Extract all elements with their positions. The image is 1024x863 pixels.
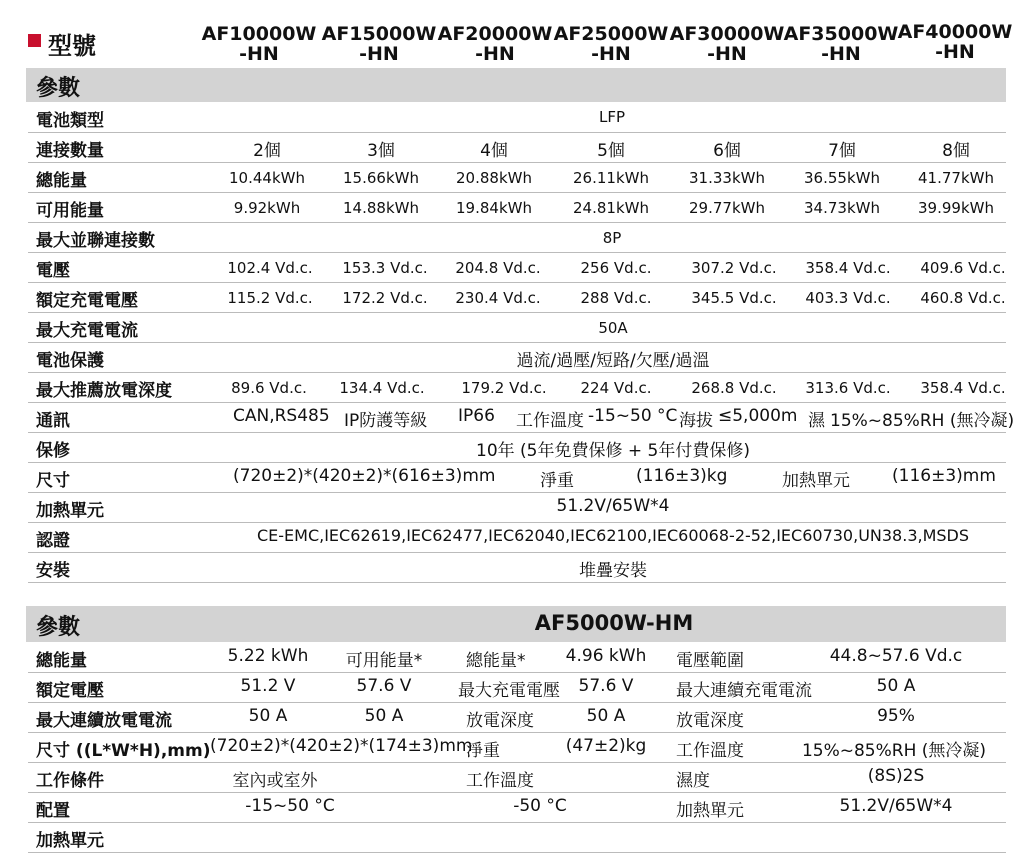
cell: 19.84kWh: [456, 199, 532, 217]
cell: 2個: [253, 141, 281, 161]
header-bullet: [28, 34, 41, 47]
cell: 307.2 Vd.c.: [691, 259, 777, 277]
cell: 313.6 Vd.c.: [805, 379, 891, 397]
cell: 24.81kWh: [573, 199, 649, 217]
row-label: 額定充電電壓: [36, 291, 138, 311]
row-label: 配置: [36, 801, 70, 821]
row-label: 總能量: [36, 171, 87, 191]
cell: 放電深度: [676, 711, 744, 731]
heating-unit-size: (116±3)mm: [892, 466, 996, 486]
cell: 230.4 Vd.c.: [455, 289, 541, 307]
cell: 最大充電電壓: [458, 681, 560, 701]
cell: 204.8 Vd.c.: [455, 259, 541, 277]
cell: 工作溫度: [466, 771, 534, 791]
cell: 室內或室外: [232, 771, 318, 791]
row-label: 最大並聯連接數: [36, 231, 155, 251]
cell: 358.4 Vd.c.: [805, 259, 891, 277]
cell: 179.2 Vd.c.: [461, 379, 547, 397]
cell: 409.6 Vd.c.: [920, 259, 1006, 277]
cell: 224 Vd.c.: [580, 379, 652, 397]
cell: 288 Vd.c.: [580, 289, 652, 307]
cell: 29.77kWh: [689, 199, 765, 217]
model-header-4: AF25000W -HN: [553, 23, 669, 65]
row-label: 認證: [36, 531, 70, 551]
cell: 172.2 Vd.c.: [342, 289, 428, 307]
ip-rating-value: IP66: [458, 406, 495, 426]
section-band-1: [26, 68, 1006, 102]
cell: 15%~85%RH (無冷凝): [801, 741, 987, 761]
battery-type-value: LFP: [598, 108, 626, 126]
cell: 50 A: [248, 706, 288, 726]
row-label: 最大推薦放電深度: [36, 381, 172, 401]
cell: 電壓範圍: [676, 651, 744, 671]
max-parallel-value: 8P: [602, 229, 622, 247]
row-label: 最大連續放電電流: [36, 711, 172, 731]
cell: 26.11kWh: [573, 169, 649, 187]
cell: -50 °C: [513, 796, 567, 816]
row-label: 工作條件: [36, 771, 104, 791]
warranty-value: 10年 (5年免費保修 + 5年付費保修): [476, 441, 750, 461]
battery-protection-value: 過流/過壓/短路/欠壓/過溫: [516, 351, 710, 371]
communication-value: CAN,RS485: [233, 406, 330, 426]
cell: 36.55kWh: [804, 169, 880, 187]
cell: 可用能量*: [345, 651, 423, 671]
row-label: 加熱單元: [36, 501, 104, 521]
cell: 10.44kWh: [229, 169, 305, 187]
cell: 放電深度: [466, 711, 534, 731]
cell: 4個: [480, 141, 508, 161]
cell: 5個: [597, 141, 625, 161]
model-header-6: AF35000W -HN: [783, 23, 899, 65]
cell: 50 A: [586, 706, 626, 726]
model-af5000w-hm: AF5000W-HM: [534, 611, 694, 635]
row-label: 總能量: [36, 651, 87, 671]
installation-value: 堆疊安裝: [579, 561, 647, 581]
cell: 最大連續充電電流: [676, 681, 812, 701]
cell: 57.6 V: [578, 676, 634, 696]
cell: 41.77kWh: [918, 169, 994, 187]
cell: 102.4 Vd.c.: [227, 259, 313, 277]
operating-temp-label: 工作溫度: [516, 411, 584, 431]
cell: 39.99kWh: [918, 199, 994, 217]
row-label: 電壓: [36, 261, 70, 281]
cell: 14.88kWh: [343, 199, 419, 217]
row-label: 尺寸 ((L*W*H),mm): [36, 741, 211, 761]
cell: 31.33kWh: [689, 169, 765, 187]
section-title-2: 參數: [36, 615, 81, 640]
cell: 44.8~57.6 Vd.c: [829, 646, 963, 666]
cell: (8S)2S: [867, 766, 925, 786]
row-label: 通訊: [36, 411, 70, 431]
cell: 20.88kWh: [456, 169, 532, 187]
header-title: 型號: [48, 32, 96, 60]
cell: 256 Vd.c.: [580, 259, 652, 277]
row-label: 可用能量: [36, 201, 104, 221]
row-label: 加熱單元: [36, 831, 104, 851]
operating-temp-value: -15~50 °C: [588, 406, 678, 426]
ip-rating-label: IP防護等級: [344, 411, 428, 431]
cell: 50 A: [364, 706, 404, 726]
cell: 153.3 Vd.c.: [342, 259, 428, 277]
altitude-label: 海拔: [679, 411, 713, 431]
model-header-3: AF20000W -HN: [437, 23, 553, 65]
row-label: 最大充電電流: [36, 321, 138, 341]
altitude-value: ≤5,000m: [718, 406, 798, 426]
model-header-2: AF15000W -HN: [321, 23, 437, 65]
cell: 濕度: [676, 771, 710, 791]
max-charge-current-value: 50A: [598, 319, 628, 337]
cell: 51.2V/65W*4: [839, 796, 953, 816]
cell: 工作溫度: [676, 741, 744, 761]
row-label: 安裝: [36, 561, 70, 581]
section-title-1: 參數: [36, 76, 81, 101]
row-label: 尺寸: [36, 471, 70, 491]
certification-value: CE-EMC,IEC62619,IEC62477,IEC62040,IEC62100,IEC60068-2-52,IEC60730,UN38.3,MSDS: [256, 526, 970, 545]
cell: 134.4 Vd.c.: [339, 379, 425, 397]
cell: 51.2 V: [240, 676, 296, 696]
net-weight-value: (116±3)kg: [636, 466, 728, 486]
cell: 403.3 Vd.c.: [805, 289, 891, 307]
cell: 7個: [828, 141, 856, 161]
row-label: 保修: [36, 441, 70, 461]
cell: 淨重: [466, 741, 500, 761]
heating-unit-label: 加熱單元: [782, 471, 850, 491]
cell: 95%: [877, 706, 915, 726]
cell: 3個: [367, 141, 395, 161]
cell: 4.96 kWh: [565, 646, 647, 666]
cell: -15~50 °C: [245, 796, 335, 816]
cell: 15.66kWh: [343, 169, 419, 187]
cell: (720±2)*(420±2)*(174±3)mm: [210, 736, 473, 756]
cell: 268.8 Vd.c.: [691, 379, 777, 397]
model-header-5: AF30000W -HN: [669, 23, 785, 65]
net-weight-label: 淨重: [540, 471, 574, 491]
cell: 89.6 Vd.c.: [231, 379, 307, 397]
cell: 57.6 V: [356, 676, 412, 696]
cell: 50 A: [876, 676, 916, 696]
cell: 34.73kWh: [804, 199, 880, 217]
humidity-value: 15%~85%RH (無冷凝): [830, 411, 1015, 431]
cell: 8個: [942, 141, 970, 161]
section-band-2: [26, 606, 1006, 642]
cell: 460.8 Vd.c.: [920, 289, 1006, 307]
heating-unit-value: 51.2V/65W*4: [556, 496, 670, 516]
row-label: 電池類型: [36, 111, 104, 131]
cell: 總能量*: [466, 651, 526, 671]
cell: 345.5 Vd.c.: [691, 289, 777, 307]
cell: (47±2)kg: [565, 736, 647, 756]
cell: 9.92kWh: [233, 199, 301, 217]
cell: 6個: [713, 141, 741, 161]
model-header-7: AF40000W -HN: [897, 21, 1013, 63]
cell: 358.4 Vd.c.: [920, 379, 1006, 397]
cell: 5.22 kWh: [227, 646, 309, 666]
dimensions-value: (720±2)*(420±2)*(616±3)mm: [233, 466, 496, 486]
model-header-1: AF10000W -HN: [201, 23, 317, 65]
row-label: 電池保護: [36, 351, 104, 371]
cell: 115.2 Vd.c.: [227, 289, 313, 307]
row-label: 額定電壓: [36, 681, 104, 701]
row-label: 連接數量: [36, 141, 104, 161]
cell: 加熱單元: [676, 801, 744, 821]
humidity-label: 濕: [808, 411, 825, 431]
